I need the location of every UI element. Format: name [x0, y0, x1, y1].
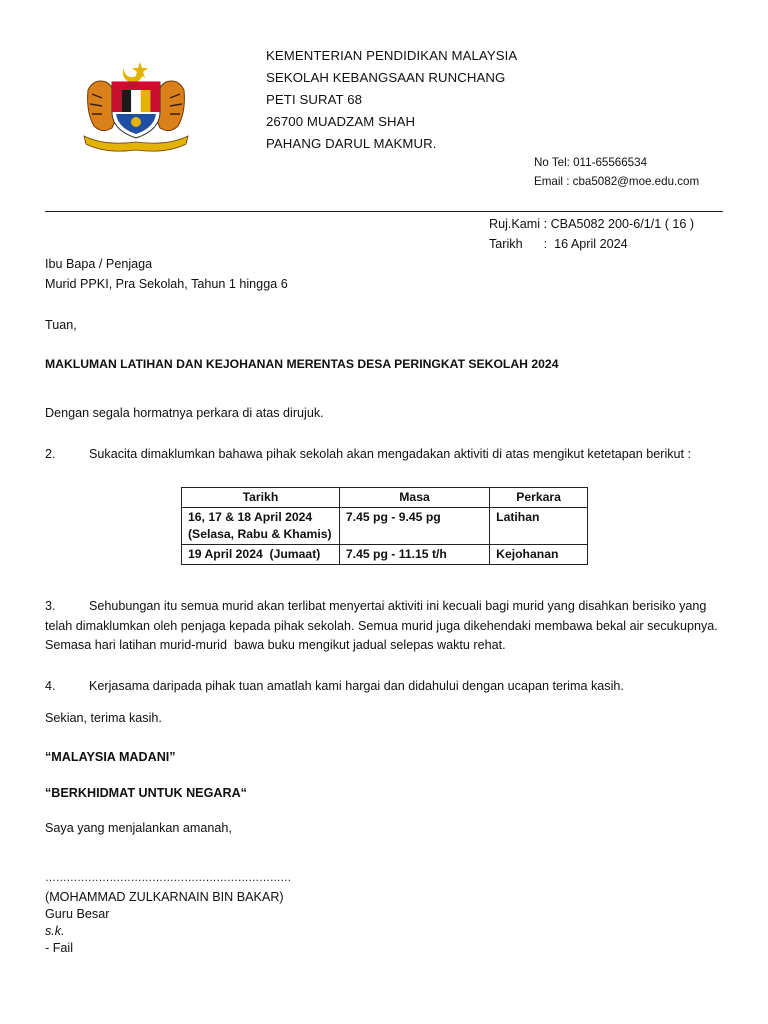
- header-divider: [45, 211, 723, 212]
- cell-masa: 7.45 pg - 9.45 pg: [339, 508, 489, 545]
- cell-masa: 7.45 pg - 11.15 t/h: [339, 545, 489, 565]
- column-header-masa: Masa: [339, 488, 489, 508]
- address-line-1: PETI SURAT 68: [266, 92, 363, 107]
- column-header-perkara: Perkara: [490, 488, 588, 508]
- ministry-name: KEMENTERIAN PENDIDIKAN MALAYSIA: [266, 48, 518, 63]
- amanah-line: Saya yang menjalankan amanah,: [45, 821, 232, 835]
- motto-berkhidmat: “BERKHIDMAT UNTUK NEGARA“: [45, 786, 247, 800]
- closing-line: Sekian, terima kasih.: [45, 711, 162, 725]
- signatory-name: (MOHAMMAD ZULKARNAIN BIN BAKAR): [45, 890, 284, 904]
- address-line-3: PAHANG DARUL MAKMUR.: [266, 136, 437, 151]
- paragraph-2: [45, 445, 725, 465]
- copy-to-file: - Fail: [45, 941, 73, 955]
- paragraph-number: 4.: [45, 679, 56, 693]
- paragraph-number: 2.: [45, 447, 56, 461]
- column-header-tarikh: Tarikh: [182, 488, 340, 508]
- signatory-title: Guru Besar: [45, 907, 110, 921]
- motto-malaysia-madani: “MALAYSIA MADANI”: [45, 750, 176, 764]
- paragraph-3-line-3: Semasa hari latihan murid-murid bawa buku mengikut jadual selepas waktu rehat.: [45, 638, 506, 653]
- table-header-row: [182, 488, 588, 508]
- paragraph-number: 3.: [45, 599, 56, 613]
- coat-of-arms-icon: [80, 60, 192, 152]
- paragraph-text: Sukacita dimaklumkan bahawa pihak sekolah akan mengadakan aktiviti di atas mengikut ketetapan berikut :: [89, 447, 692, 461]
- paragraph-4: [45, 677, 725, 697]
- cell-tarikh: 19 April 2024 (Jumaat): [182, 545, 340, 565]
- schedule-table: [181, 487, 588, 565]
- salutation: Tuan,: [45, 318, 77, 332]
- table-row: [182, 545, 588, 565]
- cell-perkara: Kejohanan: [490, 545, 588, 565]
- paragraph-text: Kerjasama daripada pihak tuan amatlah kami hargai dan didahului dengan ucapan terima kasih.: [89, 679, 624, 693]
- intro-paragraph: Dengan segala hormatnya perkara di atas dirujuk.: [45, 406, 324, 420]
- table-row: [182, 508, 588, 545]
- address-line-2: 26700 MUADZAM SHAH: [266, 114, 416, 129]
- signature-line: ……………………………………………………………: [45, 872, 292, 884]
- recipient-line-1: Ibu Bapa / Penjaga: [45, 257, 153, 271]
- reference-number: Ruj.Kami : CBA5082 200-6/1/1 ( 16 ): [489, 217, 695, 231]
- paragraph-3: [45, 597, 725, 656]
- phone-number: No Tel: 011-65566534: [534, 156, 648, 169]
- cell-tarikh: [182, 508, 340, 545]
- email-address: Email : cba5082@moe.edu.com: [534, 175, 700, 188]
- paragraph-3-line-2: telah dimaklumkan oleh penjaga kepada pihak sekolah. Semua murid juga dikehendaki membawa bekal air secukupnya.: [45, 618, 718, 633]
- copy-to-label: s.k.: [45, 924, 65, 938]
- recipient-line-2: Murid PPKI, Pra Sekolah, Tahun 1 hingga 6: [45, 277, 288, 291]
- cell-perkara: Latihan: [490, 508, 588, 545]
- paragraph-3-line-1: Sehubungan itu semua murid akan terlibat menyertai aktiviti ini kecuali bagi murid yang disahkan berisiko yang: [89, 599, 707, 613]
- cell-tarikh-line-1: 16, 17 & 18 April 2024: [188, 510, 313, 524]
- school-name: SEKOLAH KEBANGSAAN RUNCHANG: [266, 70, 506, 85]
- letter-date: Tarikh : 16 April 2024: [489, 237, 628, 251]
- letter-subject: MAKLUMAN LATIHAN DAN KEJOHANAN MERENTAS DESA PERINGKAT SEKOLAH 2024: [45, 357, 559, 371]
- cell-tarikh-line-2: (Selasa, Rabu & Khamis): [188, 527, 332, 541]
